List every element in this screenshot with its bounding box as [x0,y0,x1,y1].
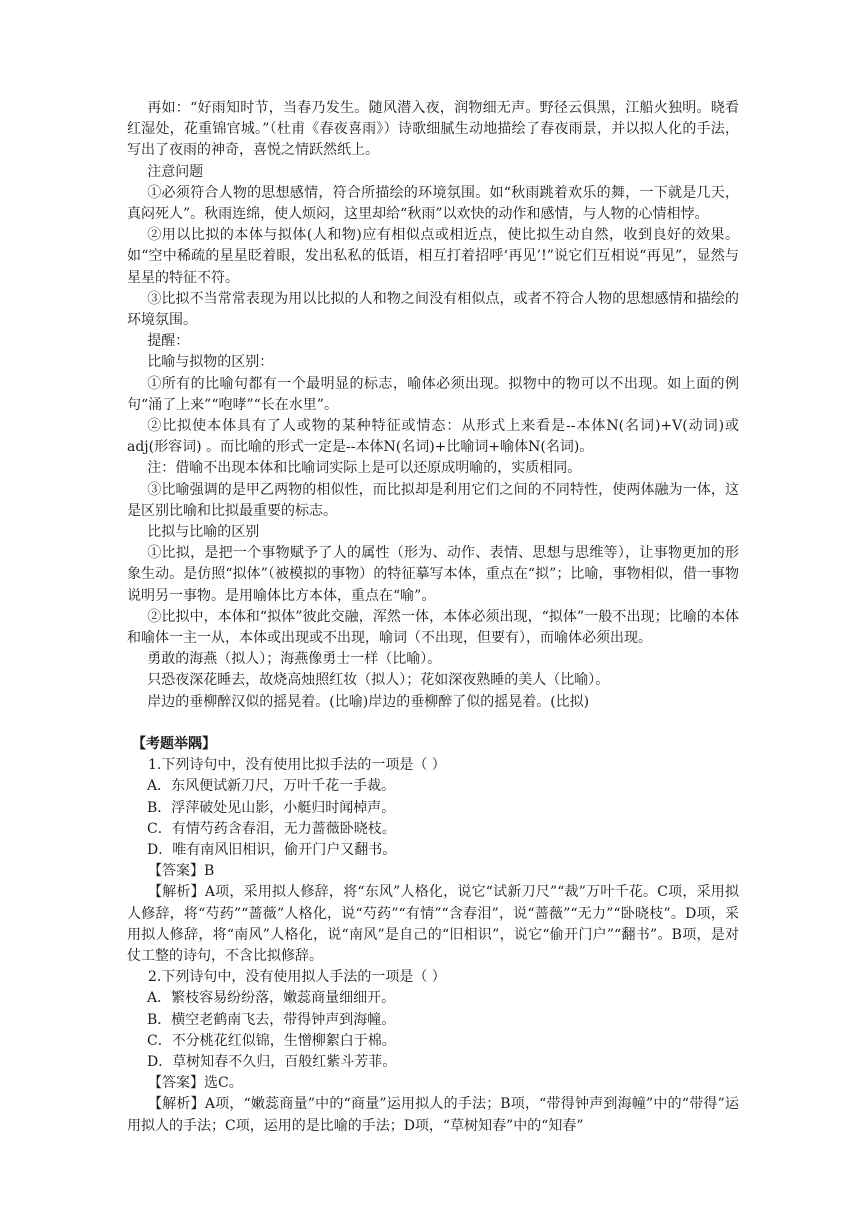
question-2-option-b: B．横空老鹤南飞去，带得钟声到海幢。 [147,1011,396,1028]
document-page [127,98,739,1137]
paragraph: ①必须符合人物的思想感情，符合所描绘的环境氛围。如“秋雨跳着欢乐的舞，一下就是几天，真闷死人”。秋雨连绵，使人烦闷，这里却给“秋雨”以欢快的动作和感情，与人物的心情相悖。 [127,184,739,223]
question-1-answer: 【答案】B [148,863,215,880]
question-2-option-d: D．草树知春不久归，百般红紫斗芳菲。 [147,1053,397,1070]
spacer [127,713,739,734]
question-1-analysis: 【解析】A项，采用拟人修辞，将“东风”人格化，说它“试新刀尺”“裁”万叶千花。C项，采用拟人修辞，将“芍药”“蔷薇”人格化，说“芍药”“有情”“含春泪”，说“蔷薇”“无力”“卧晓枝”。D项，采用拟人修辞，将“南风”人格化，说“南风”是自己的“旧相识”，说它“偷开门户”“翻书”。B项，是对仗工整的诗句，不含比拟修辞。 [127,884,739,964]
example-line: 岸边的垂柳醉汉似的摇晃着。(比喻)岸边的垂柳醉了似的摇晃着。(比拟) [147,693,590,710]
section-label: 提醒： [147,333,190,350]
question-1-option-b: B．浮萍破处见山影，小艇归时闻棹声。 [147,799,396,816]
section-label: 注意问题 [147,163,204,180]
paragraph: ③比拟不当常常表现为用以比拟的人和物之间没有相似点，或者不符合人物的思想感情和描绘的环境氛围。 [127,290,739,329]
paragraph: ①比拟，是把一个事物赋予了人的属性（形为、动作、表情、思想与思维等），让事物更加的形象生动。是仿照“拟体”（被模拟的事物）的特征摹写本体，重点在“拟”；比喻，事物相似，借一事物说明另一事物。是用喻体比方本体，重点在“喻”。 [127,545,739,604]
question-2-answer: 【答案】选C。 [148,1075,243,1092]
question-1-stem: 1.下列诗句中，没有使用比拟手法的一项是（ ） [148,757,446,774]
example-line: 只恐夜深花睡去，故烧高烛照红妆（拟人）；花如深夜熟睡的美人（比喻）。 [147,672,610,689]
section-label: 比喻与拟物的区别： [147,354,274,371]
paragraph: ②比拟使本体具有了人或物的某种特征或情态：从形式上来看是--本体N(名词)+V(动词)或adj(形容词) 。而比喻的形式一定是--本体N(名词)+比喻词+喻体N(名词)。 [127,418,739,456]
paragraph: 再如：“好雨知时节，当春乃发生。随风潜入夜，润物细无声。野径云俱黑，江船火独明。晓看红湿处，花重锦官城。”（杜甫《春夜喜雨》）诗歌细腻生动地描绘了春夜雨景，并以拟人化的手法，写出了夜雨的神奇，喜悦之情跃然纸上。 [127,100,739,159]
question-2-option-a: A．繁枝容易纷纷落，嫩蕊商量细细开。 [147,990,396,1007]
section-label: 比拟与比喻的区别 [147,524,260,541]
paragraph: ③比喻强调的是甲乙两物的相似性，而比拟却是利用它们之间的不同特性，使两体融为一体，这是区别比喻和比拟最重要的标志。 [127,481,739,519]
question-1-option-c: C．有情芍药含春泪，无力蔷薇卧晓枝。 [147,820,396,837]
question-1-option-d: D．唯有南风旧相识，偷开门户又翻书。 [147,841,397,858]
paragraph: ②比拟中，本体和“拟体”彼此交融，浑然一体，本体必须出现，“拟体”一般不出现；比喻的本体和喻体一主一从，本体或出现或不出现，喻词（不出现，但要有），而喻体必须出现。 [127,608,739,647]
question-1-option-a: A．东风便试新刀尺，万叶千花一手裁。 [147,778,396,795]
paragraph: 注：借喻不出现本体和比喻词实际上是可以还原成明喻的，实质相同。 [147,460,582,477]
example-line: 勇敢的海燕（拟人）；海燕像勇士一样（比喻）。 [147,651,442,668]
paragraph: ②用以比拟的本体与拟体(人和物)应有相似点或相近点，使比拟生动自然，收到良好的效果。如“空中稀疏的星星眨着眼，发出私私的低语，相互打着招呼‘再见’!”说它们互相说“再见”，显然与星星的特征不符。 [127,227,739,286]
question-2-stem: 2.下列诗句中，没有使用拟人手法的一项是（ ） [148,969,446,986]
question-2-option-c: C．不分桃花红似锦，生憎柳絮白于棉。 [147,1032,396,1049]
exam-heading: 【考题举隅】 [132,735,216,752]
question-2-analysis: 【解析】A项，“嫩蕊商量”中的“商量”运用拟人的手法；B项，“带得钟声到海幢”中的“带得”运用拟人的手法；C项，运用的是比喻的手法；D项，“草树知春”中的“知春” [127,1096,739,1134]
paragraph: ①所有的比喻句都有一个最明显的标志，喻体必须出现。拟物中的物可以不出现。如上面的例句“涌了上来”“咆哮”“长在水里”。 [127,375,739,413]
